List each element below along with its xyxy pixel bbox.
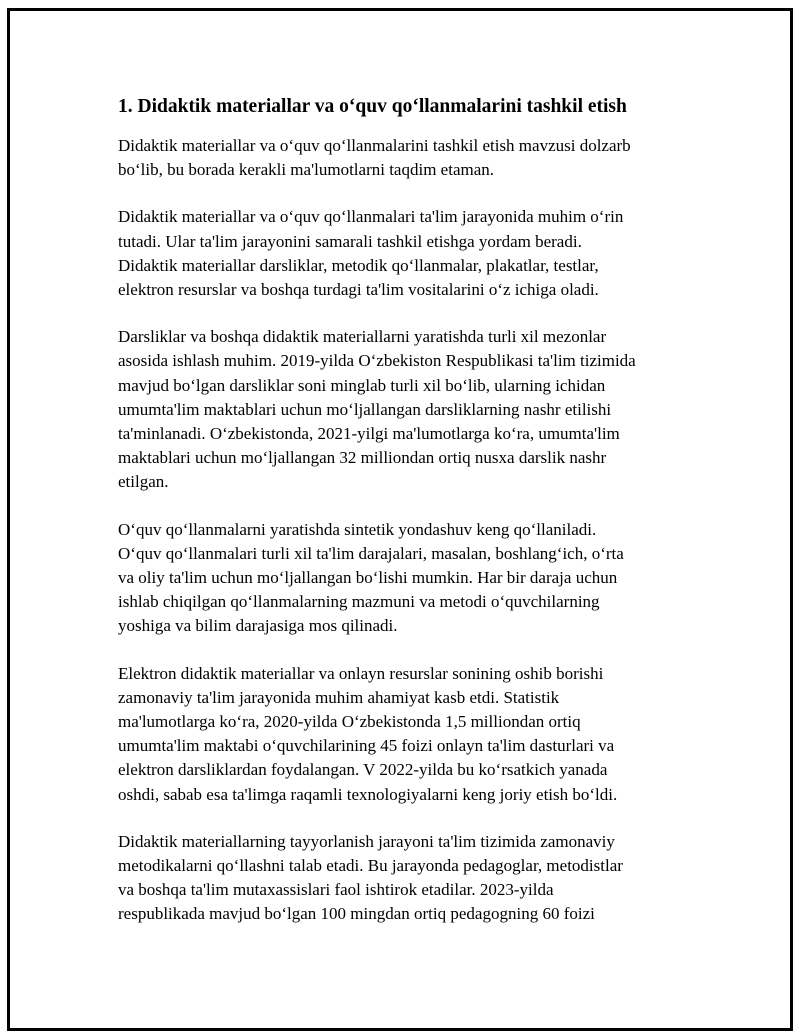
- paragraph-5: [118, 662, 686, 807]
- text-line: etilgan.: [118, 472, 169, 492]
- text-line: Didaktik materiallar darsliklar, metodik qo‘llanmalar, plakatlar, testlar,: [118, 255, 599, 275]
- text-line: Darsliklar va boshqa didaktik materiallarni yaratishda turli xil mezonlar: [118, 327, 607, 347]
- text-line: yoshiga va bilim darajasiga mos qilinadi.: [118, 616, 398, 636]
- text-line: metodikalarni qo‘llashni talab etadi. Bu jarayonda pedagoglar, metodistlar: [118, 856, 623, 876]
- text-line: respublikada mavjud bo‘lgan 100 mingdan ortiq pedagogning 60 foizi: [118, 904, 595, 924]
- text-line: bo‘lib, bu borada kerakli ma'lumotlarni taqdim etaman.: [118, 160, 495, 180]
- text-line: oshdi, sabab esa ta'limga raqamli texnologiyalarni keng joriy etish bo‘ldi.: [118, 784, 618, 804]
- text-line: va oliy ta'lim uchun mo‘ljallangan bo‘lishi mumkin. Har bir daraja uchun: [118, 568, 618, 588]
- text-line: ta'minlanadi. O‘zbekistonda, 2021-yilgi ma'lumotlarga ko‘ra, umumta'lim: [118, 424, 620, 444]
- document-body: [118, 94, 686, 950]
- text-line: ishlab chiqilgan qo‘llanmalarning mazmuni va metodi o‘quvchilarning: [118, 592, 600, 612]
- text-line: tutadi. Ular ta'lim jarayonini samarali tashkil etishga yordam beradi.: [118, 231, 582, 251]
- text-line: O‘quv qo‘llanmalari turli xil ta'lim darajalari, masalan, boshlang‘ich, o‘rta: [118, 543, 624, 563]
- paragraph-3: [118, 325, 686, 494]
- text-line: asosida ishlash muhim. 2019-yilda O‘zbekiston Respublikasi ta'lim tizimida: [118, 351, 636, 371]
- text-line: va boshqa ta'lim mutaxassislari faol ishtirok etadilar. 2023-yilda: [118, 880, 554, 900]
- paragraph-2: [118, 205, 686, 302]
- text-line: zamonaviy ta'lim jarayonida muhim ahamiyat kasb etdi. Statistik: [118, 687, 560, 707]
- text-line: O‘quv qo‘llanmalarni yaratishda sintetik yondashuv keng qo‘llaniladi.: [118, 519, 597, 539]
- text-line: elektron resurslar va boshqa turdagi ta'lim vositalarini o‘z ichiga oladi.: [118, 280, 599, 300]
- paragraph-6: [118, 830, 686, 927]
- paragraph-4: [118, 518, 686, 639]
- text-line: Didaktik materiallar va o‘quv qo‘llanmalari ta'lim jarayonida muhim o‘rin: [118, 207, 624, 227]
- paragraph-1: [118, 134, 686, 182]
- section-heading: 1. Didaktik materiallar va o‘quv qo‘llanmalarini tashkil etish: [118, 96, 627, 117]
- text-line: Didaktik materiallarning tayyorlanish jarayoni ta'lim tizimida zamonaviy: [118, 831, 615, 851]
- text-line: Didaktik materiallar va o‘quv qo‘llanmalarini tashkil etish mavzusi dolzarb: [118, 136, 631, 155]
- text-line: maktablari uchun mo‘ljallangan 32 milliondan ortiq nusxa darslik nashr: [118, 448, 607, 468]
- text-line: ma'lumotlarga ko‘ra, 2020-yilda O‘zbekistonda 1,5 milliondan ortiq: [118, 712, 581, 732]
- text-line: Elektron didaktik materiallar va onlayn resurslar sonining oshib borishi: [118, 663, 604, 683]
- text-line: elektron darsliklardan foydalangan. V 2022-yilda bu ko‘rsatkich yanada: [118, 760, 608, 780]
- text-line: umumta'lim maktablari uchun mo‘ljallangan darsliklarning nashr etilishi: [118, 399, 612, 419]
- text-line: mavjud bo‘lgan darsliklar soni minglab turli xil bo‘lib, ularning ichidan: [118, 375, 606, 395]
- text-line: umumta'lim maktabi o‘quvchilarining 45 foizi onlayn ta'lim dasturlari va: [118, 736, 615, 756]
